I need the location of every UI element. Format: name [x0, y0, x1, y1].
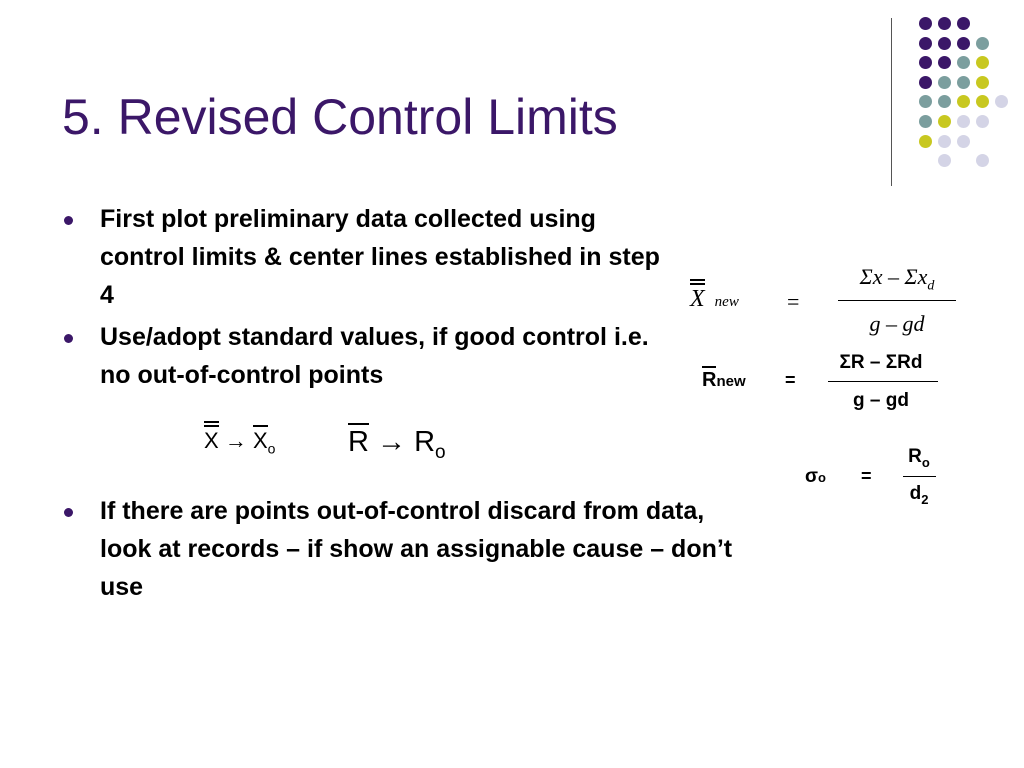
decorative-dot	[938, 135, 951, 148]
decorative-dot	[976, 95, 989, 108]
decorative-dot	[957, 37, 970, 50]
decorative-dot	[938, 56, 951, 69]
decorative-dot	[938, 154, 951, 167]
bullet-item: Use/adopt standard values, if good control i.e. no out-of-control points	[62, 318, 672, 394]
decorative-dot	[957, 17, 970, 30]
decorative-dot	[938, 76, 951, 89]
slide-title: 5. Revised Control Limits	[62, 89, 618, 145]
decorative-dot	[976, 154, 989, 167]
decorative-dot	[919, 37, 932, 50]
decorative-dot	[938, 17, 951, 30]
decorative-dot	[919, 76, 932, 89]
bullet-list	[62, 200, 672, 394]
rbar-mapping: $R \to R_o$	[348, 426, 446, 463]
decorative-dot	[976, 37, 989, 50]
decorative-dot	[919, 135, 932, 148]
bullet-item: First plot preliminary data collected using control limits & center lines established in step 4	[62, 200, 672, 314]
decorative-dot	[938, 115, 951, 128]
decorative-dot	[957, 115, 970, 128]
decorative-dot	[919, 56, 932, 69]
decorative-dot	[919, 115, 932, 128]
bullet-item: If there are points out-of-control discard from data, look at records – if show an assignable cause – don’t use	[62, 492, 740, 606]
decorative-dot	[919, 95, 932, 108]
decorative-dot	[976, 56, 989, 69]
title-divider	[891, 18, 892, 186]
decorative-dot	[957, 76, 970, 89]
decorative-dot	[976, 76, 989, 89]
decorative-dot	[995, 95, 1008, 108]
decorative-dot	[938, 37, 951, 50]
decorative-dot	[938, 95, 951, 108]
decorative-dot	[976, 115, 989, 128]
decorative-dot	[957, 95, 970, 108]
decorative-dot	[957, 135, 970, 148]
xbar-mapping: $X \to X_o$	[204, 428, 276, 457]
decorative-dot	[919, 17, 932, 30]
decorative-dot	[957, 56, 970, 69]
